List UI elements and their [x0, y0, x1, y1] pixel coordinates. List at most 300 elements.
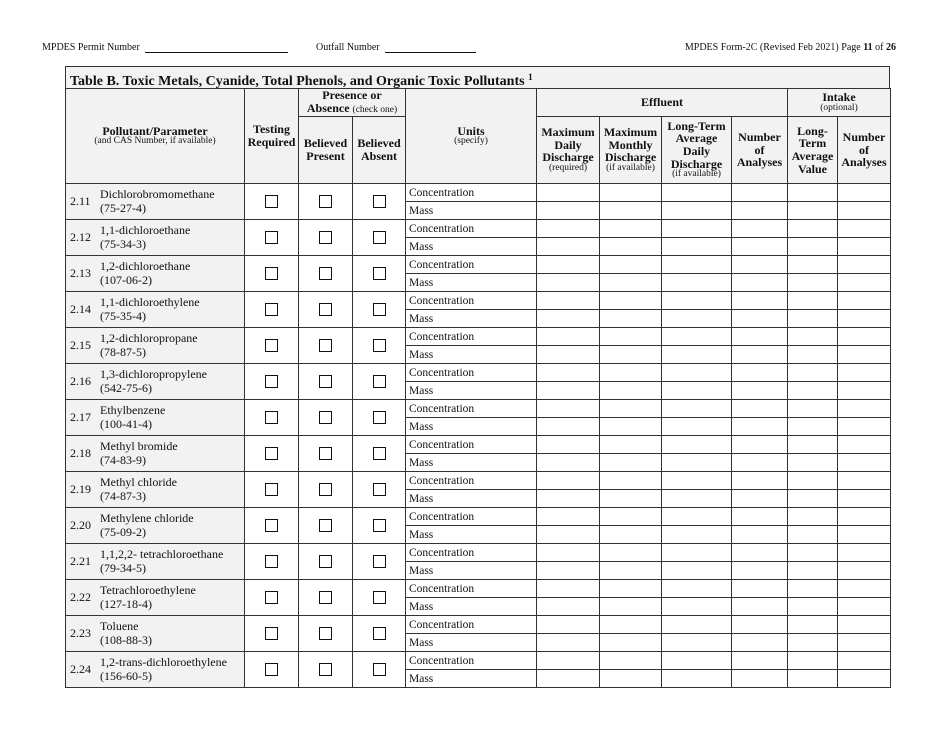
believed-absent-cell — [353, 508, 406, 544]
pollutant-name: Toluene — [100, 618, 139, 633]
believed-absent-cell — [353, 256, 406, 292]
intake-long-term-input[interactable] — [788, 274, 838, 292]
testing-required-cell — [245, 220, 299, 256]
units-cell[interactable]: Mass — [406, 562, 537, 580]
testing-required-checkbox[interactable] — [265, 231, 278, 244]
intake-num-analyses-input[interactable] — [838, 472, 891, 490]
pollutant-name: Methyl chloride — [100, 474, 177, 489]
units-cell[interactable]: Concentration — [406, 616, 537, 634]
pollutant-name: 1,2-dichloropropane — [100, 330, 198, 345]
believed-present-checkbox[interactable] — [319, 591, 332, 604]
permit-number-field — [42, 42, 288, 53]
intake-num-analyses-input[interactable] — [838, 670, 891, 688]
intake-long-term-input[interactable] — [788, 580, 838, 598]
long-term-input[interactable] — [662, 508, 732, 526]
believed-present-checkbox[interactable] — [319, 375, 332, 388]
intake-num-analyses-input[interactable] — [838, 652, 891, 670]
intake-long-term-input[interactable] — [788, 670, 838, 688]
pollutant-number: 2.18 — [70, 446, 91, 460]
num-analyses-input[interactable] — [732, 544, 788, 562]
believed-present-checkbox[interactable] — [319, 555, 332, 568]
num-analyses-input[interactable] — [732, 292, 788, 310]
long-term-input[interactable] — [662, 670, 732, 688]
num-analyses-input[interactable] — [732, 454, 788, 472]
max-monthly-input[interactable] — [600, 472, 662, 490]
long-term-input[interactable] — [662, 454, 732, 472]
believed-absent-checkbox[interactable] — [373, 195, 386, 208]
intake-num-analyses-input[interactable] — [838, 274, 891, 292]
max-daily-input[interactable] — [537, 598, 600, 616]
believed-absent-checkbox[interactable] — [373, 663, 386, 676]
long-term-input[interactable] — [662, 238, 732, 256]
max-monthly-input[interactable] — [600, 598, 662, 616]
max-monthly-input[interactable] — [600, 292, 662, 310]
believed-absent-checkbox[interactable] — [373, 555, 386, 568]
num-analyses-input[interactable] — [732, 472, 788, 490]
max-daily-input[interactable] — [537, 580, 600, 598]
num-analyses-input[interactable] — [732, 652, 788, 670]
num-analyses-input[interactable] — [732, 220, 788, 238]
max-monthly-input[interactable] — [600, 670, 662, 688]
num-analyses-input[interactable] — [732, 562, 788, 580]
intake-long-term-input[interactable] — [788, 472, 838, 490]
max-daily-input[interactable] — [537, 346, 600, 364]
num-analyses-input[interactable] — [732, 382, 788, 400]
believed-present-cell — [299, 400, 353, 436]
believed-present-cell — [299, 184, 353, 220]
units-cell[interactable]: Concentration — [406, 292, 537, 310]
num-analyses-input[interactable] — [732, 364, 788, 382]
max-daily-input[interactable] — [537, 670, 600, 688]
intake-long-term-input[interactable] — [788, 238, 838, 256]
max-daily-input[interactable] — [537, 364, 600, 382]
testing-required-checkbox[interactable] — [265, 411, 278, 424]
believed-present-checkbox[interactable] — [319, 231, 332, 244]
long-term-input[interactable] — [662, 400, 732, 418]
num-analyses-input[interactable] — [732, 598, 788, 616]
table-row — [66, 256, 891, 274]
intake-long-term-input[interactable] — [788, 526, 838, 544]
pollutant-cell — [66, 652, 245, 688]
intake-num-analyses-input[interactable] — [838, 292, 891, 310]
num-analyses-input[interactable] — [732, 346, 788, 364]
max-monthly-input[interactable] — [600, 526, 662, 544]
intake-num-analyses-input[interactable] — [838, 202, 891, 220]
intake-long-term-input[interactable] — [788, 652, 838, 670]
believed-absent-checkbox[interactable] — [373, 267, 386, 280]
intake-long-term-input[interactable] — [788, 598, 838, 616]
units-cell[interactable]: Mass — [406, 310, 537, 328]
believed-present-checkbox[interactable] — [319, 663, 332, 676]
num-analyses-input[interactable] — [732, 400, 788, 418]
max-daily-input[interactable] — [537, 616, 600, 634]
max-monthly-input[interactable] — [600, 616, 662, 634]
believed-present-checkbox[interactable] — [319, 483, 332, 496]
max-daily-input[interactable] — [537, 490, 600, 508]
long-term-input[interactable] — [662, 256, 732, 274]
units-cell[interactable]: Mass — [406, 238, 537, 256]
believed-present-cell — [299, 580, 353, 616]
intake-num-analyses-input[interactable] — [838, 220, 891, 238]
believed-absent-checkbox[interactable] — [373, 627, 386, 640]
intake-long-term-input[interactable] — [788, 202, 838, 220]
permit-number-label: MPDES Permit Number — [42, 42, 140, 53]
believed-present-checkbox[interactable] — [319, 195, 332, 208]
intake-long-term-input[interactable] — [788, 184, 838, 202]
believed-absent-checkbox[interactable] — [373, 447, 386, 460]
pollutant-name: 1,2-dichloroethane — [100, 258, 191, 273]
testing-required-checkbox[interactable] — [265, 483, 278, 496]
units-cell[interactable]: Mass — [406, 526, 537, 544]
max-daily-input[interactable] — [537, 472, 600, 490]
testing-required-checkbox[interactable] — [265, 663, 278, 676]
testing-required-checkbox[interactable] — [265, 303, 278, 316]
max-daily-input[interactable] — [537, 256, 600, 274]
permit-number-line[interactable] — [145, 42, 288, 53]
col-intake-long-term: Long-Term Average Value — [788, 117, 838, 184]
pollutant-cas: (542-75-6) — [100, 380, 152, 395]
max-daily-input[interactable] — [537, 418, 600, 436]
max-daily-input[interactable] — [537, 292, 600, 310]
col-long-term-label: Long-Term Average Daily Discharge — [667, 118, 726, 171]
units-cell[interactable]: Mass — [406, 382, 537, 400]
believed-present-cell — [299, 292, 353, 328]
intake-num-analyses-input[interactable] — [838, 256, 891, 274]
pollutant-cell — [66, 328, 245, 364]
believed-present-checkbox[interactable] — [319, 627, 332, 640]
pollutant-number: 2.21 — [70, 554, 91, 568]
intake-long-term-input[interactable] — [788, 490, 838, 508]
testing-required-cell — [245, 328, 299, 364]
max-monthly-input[interactable] — [600, 202, 662, 220]
max-monthly-input[interactable] — [600, 220, 662, 238]
max-monthly-input[interactable] — [600, 544, 662, 562]
max-monthly-input[interactable] — [600, 256, 662, 274]
believed-absent-checkbox[interactable] — [373, 519, 386, 532]
intake-long-term-input[interactable] — [788, 436, 838, 454]
num-analyses-input[interactable] — [732, 508, 788, 526]
intake-long-term-input[interactable] — [788, 346, 838, 364]
long-term-input[interactable] — [662, 382, 732, 400]
intake-num-analyses-input[interactable] — [838, 346, 891, 364]
intake-num-analyses-input[interactable] — [838, 364, 891, 382]
testing-required-checkbox[interactable] — [265, 591, 278, 604]
intake-num-analyses-input[interactable] — [838, 400, 891, 418]
believed-present-checkbox[interactable] — [319, 447, 332, 460]
long-term-input[interactable] — [662, 184, 732, 202]
max-monthly-input[interactable] — [600, 418, 662, 436]
long-term-input[interactable] — [662, 652, 732, 670]
units-cell[interactable]: Mass — [406, 274, 537, 292]
long-term-input[interactable] — [662, 616, 732, 634]
max-monthly-input[interactable] — [600, 508, 662, 526]
believed-absent-checkbox[interactable] — [373, 483, 386, 496]
intake-num-analyses-input[interactable] — [838, 436, 891, 454]
num-analyses-input[interactable] — [732, 328, 788, 346]
units-cell[interactable]: Mass — [406, 634, 537, 652]
pollutant-cas: (156-60-5) — [100, 668, 152, 683]
intake-num-analyses-input[interactable] — [838, 580, 891, 598]
num-analyses-input[interactable] — [732, 616, 788, 634]
max-monthly-input[interactable] — [600, 184, 662, 202]
long-term-input[interactable] — [662, 562, 732, 580]
believed-present-cell — [299, 544, 353, 580]
max-daily-input[interactable] — [537, 562, 600, 580]
table-body — [66, 184, 891, 688]
units-cell[interactable]: Concentration — [406, 328, 537, 346]
testing-required-checkbox[interactable] — [265, 555, 278, 568]
units-cell[interactable]: Concentration — [406, 508, 537, 526]
intake-long-term-input[interactable] — [788, 256, 838, 274]
intake-long-term-input[interactable] — [788, 382, 838, 400]
col-pollutant — [66, 89, 245, 184]
max-monthly-input[interactable] — [600, 310, 662, 328]
long-term-input[interactable] — [662, 202, 732, 220]
units-cell[interactable]: Concentration — [406, 544, 537, 562]
col-max-daily-label: Maximum Daily Discharge — [541, 125, 595, 165]
long-term-input[interactable] — [662, 220, 732, 238]
intake-long-term-input[interactable] — [788, 454, 838, 472]
max-daily-input[interactable] — [537, 202, 600, 220]
pollutant-number: 2.19 — [70, 482, 91, 496]
units-cell[interactable]: Concentration — [406, 580, 537, 598]
table-row — [66, 184, 891, 202]
max-monthly-input[interactable] — [600, 274, 662, 292]
pollutant-number: 2.24 — [70, 662, 91, 676]
max-daily-input[interactable] — [537, 238, 600, 256]
units-cell[interactable]: Concentration — [406, 436, 537, 454]
page-current: 11 — [863, 42, 873, 53]
units-cell[interactable]: Concentration — [406, 184, 537, 202]
intake-num-analyses-input[interactable] — [838, 418, 891, 436]
intake-long-term-input[interactable] — [788, 508, 838, 526]
pollutant-cell — [66, 580, 245, 616]
max-daily-input[interactable] — [537, 508, 600, 526]
pollutant-number: 2.22 — [70, 590, 91, 604]
units-cell[interactable]: Mass — [406, 490, 537, 508]
num-analyses-input[interactable] — [732, 310, 788, 328]
num-analyses-input[interactable] — [732, 202, 788, 220]
units-cell[interactable]: Concentration — [406, 652, 537, 670]
testing-required-checkbox[interactable] — [265, 627, 278, 640]
col-max-monthly — [600, 117, 662, 184]
max-monthly-input[interactable] — [600, 328, 662, 346]
intake-long-term-input[interactable] — [788, 292, 838, 310]
testing-required-cell — [245, 580, 299, 616]
max-daily-input[interactable] — [537, 652, 600, 670]
max-daily-input[interactable] — [537, 274, 600, 292]
intake-num-analyses-input[interactable] — [838, 328, 891, 346]
pollutant-cas: (75-27-4) — [100, 200, 146, 215]
believed-present-checkbox[interactable] — [319, 303, 332, 316]
max-daily-input[interactable] — [537, 436, 600, 454]
testing-required-checkbox[interactable] — [265, 267, 278, 280]
max-daily-input[interactable] — [537, 184, 600, 202]
testing-required-checkbox[interactable] — [265, 339, 278, 352]
col-max-daily-sub: (required) — [549, 162, 587, 173]
long-term-input[interactable] — [662, 292, 732, 310]
long-term-input[interactable] — [662, 544, 732, 562]
long-term-input[interactable] — [662, 634, 732, 652]
units-cell[interactable]: Concentration — [406, 472, 537, 490]
intake-long-term-input[interactable] — [788, 616, 838, 634]
believed-absent-checkbox[interactable] — [373, 339, 386, 352]
intake-num-analyses-input[interactable] — [838, 382, 891, 400]
believed-absent-checkbox[interactable] — [373, 303, 386, 316]
intake-num-analyses-input[interactable] — [838, 454, 891, 472]
max-daily-input[interactable] — [537, 310, 600, 328]
page-header — [42, 42, 896, 56]
col-long-term-sub: (if available) — [672, 169, 721, 180]
long-term-input[interactable] — [662, 328, 732, 346]
believed-present-checkbox[interactable] — [319, 339, 332, 352]
long-term-input[interactable] — [662, 364, 732, 382]
believed-present-checkbox[interactable] — [319, 519, 332, 532]
units-cell[interactable]: Mass — [406, 454, 537, 472]
max-monthly-input[interactable] — [600, 436, 662, 454]
max-monthly-input[interactable] — [600, 400, 662, 418]
testing-required-cell — [245, 508, 299, 544]
long-term-input[interactable] — [662, 526, 732, 544]
max-daily-input[interactable] — [537, 454, 600, 472]
col-units-sub: (specify) — [454, 136, 488, 147]
max-monthly-input[interactable] — [600, 580, 662, 598]
pollutant-cell — [66, 616, 245, 652]
pollutant-name: Tetrachloroethylene — [100, 582, 196, 597]
believed-present-checkbox[interactable] — [319, 267, 332, 280]
units-cell[interactable]: Concentration — [406, 400, 537, 418]
intake-long-term-input[interactable] — [788, 220, 838, 238]
units-cell[interactable]: Concentration — [406, 256, 537, 274]
long-term-input[interactable] — [662, 418, 732, 436]
intake-num-analyses-input[interactable] — [838, 634, 891, 652]
units-cell[interactable]: Mass — [406, 670, 537, 688]
testing-required-checkbox[interactable] — [265, 195, 278, 208]
units-cell[interactable]: Mass — [406, 418, 537, 436]
num-analyses-input[interactable] — [732, 274, 788, 292]
page-of: of — [875, 42, 884, 53]
col-intake-label: Intake — [822, 90, 856, 105]
intake-long-term-input[interactable] — [788, 562, 838, 580]
believed-absent-checkbox[interactable] — [373, 375, 386, 388]
max-monthly-input[interactable] — [600, 238, 662, 256]
long-term-input[interactable] — [662, 490, 732, 508]
max-monthly-input[interactable] — [600, 454, 662, 472]
num-analyses-input[interactable] — [732, 436, 788, 454]
table-row — [66, 472, 891, 490]
long-term-input[interactable] — [662, 436, 732, 454]
testing-required-checkbox[interactable] — [265, 519, 278, 532]
pollutant-name: 1,1,2,2- tetrachloroethane — [100, 546, 224, 561]
outfall-number-line[interactable] — [385, 42, 476, 53]
long-term-input[interactable] — [662, 598, 732, 616]
intake-long-term-input[interactable] — [788, 310, 838, 328]
max-daily-input[interactable] — [537, 382, 600, 400]
max-monthly-input[interactable] — [600, 490, 662, 508]
testing-required-cell — [245, 544, 299, 580]
max-monthly-input[interactable] — [600, 562, 662, 580]
intake-long-term-input[interactable] — [788, 634, 838, 652]
num-analyses-input[interactable] — [732, 580, 788, 598]
believed-present-cell — [299, 616, 353, 652]
intake-num-analyses-input[interactable] — [838, 526, 891, 544]
max-daily-input[interactable] — [537, 526, 600, 544]
long-term-input[interactable] — [662, 274, 732, 292]
num-analyses-input[interactable] — [732, 670, 788, 688]
num-analyses-input[interactable] — [732, 418, 788, 436]
col-long-term — [662, 117, 732, 184]
pollutant-number: 2.15 — [70, 338, 91, 352]
testing-required-checkbox[interactable] — [265, 375, 278, 388]
num-analyses-input[interactable] — [732, 184, 788, 202]
intake-num-analyses-input[interactable] — [838, 184, 891, 202]
num-analyses-input[interactable] — [732, 490, 788, 508]
believed-absent-cell — [353, 544, 406, 580]
intake-num-analyses-input[interactable] — [838, 544, 891, 562]
intake-num-analyses-input[interactable] — [838, 238, 891, 256]
num-analyses-input[interactable] — [732, 256, 788, 274]
believed-absent-checkbox[interactable] — [373, 591, 386, 604]
intake-num-analyses-input[interactable] — [838, 508, 891, 526]
long-term-input[interactable] — [662, 472, 732, 490]
max-monthly-input[interactable] — [600, 652, 662, 670]
intake-long-term-input[interactable] — [788, 328, 838, 346]
believed-present-checkbox[interactable] — [319, 411, 332, 424]
believed-absent-checkbox[interactable] — [373, 411, 386, 424]
units-cell[interactable]: Mass — [406, 346, 537, 364]
max-daily-input[interactable] — [537, 328, 600, 346]
units-cell[interactable]: Concentration — [406, 220, 537, 238]
form-name: MPDES Form-2C (Revised Feb 2021) Page — [684, 42, 861, 53]
units-cell[interactable]: Mass — [406, 598, 537, 616]
intake-num-analyses-input[interactable] — [838, 310, 891, 328]
max-monthly-input[interactable] — [600, 346, 662, 364]
intake-long-term-input[interactable] — [788, 544, 838, 562]
long-term-input[interactable] — [662, 310, 732, 328]
max-daily-input[interactable] — [537, 400, 600, 418]
num-analyses-input[interactable] — [732, 238, 788, 256]
table-row — [66, 616, 891, 634]
table-row — [66, 292, 891, 310]
long-term-input[interactable] — [662, 346, 732, 364]
intake-num-analyses-input[interactable] — [838, 562, 891, 580]
testing-required-cell — [245, 436, 299, 472]
believed-absent-checkbox[interactable] — [373, 231, 386, 244]
max-monthly-input[interactable] — [600, 382, 662, 400]
max-daily-input[interactable] — [537, 220, 600, 238]
intake-long-term-input[interactable] — [788, 418, 838, 436]
max-daily-input[interactable] — [537, 544, 600, 562]
max-monthly-input[interactable] — [600, 634, 662, 652]
pollutant-cas: (74-87-3) — [100, 488, 146, 503]
pollutant-name: Dichlorobromomethane — [100, 186, 215, 201]
testing-required-checkbox[interactable] — [265, 447, 278, 460]
max-monthly-input[interactable] — [600, 364, 662, 382]
units-cell[interactable]: Mass — [406, 202, 537, 220]
num-analyses-input[interactable] — [732, 634, 788, 652]
pollutant-number: 2.20 — [70, 518, 91, 532]
long-term-input[interactable] — [662, 580, 732, 598]
intake-num-analyses-input[interactable] — [838, 490, 891, 508]
units-cell[interactable]: Concentration — [406, 364, 537, 382]
max-daily-input[interactable] — [537, 634, 600, 652]
intake-num-analyses-input[interactable] — [838, 598, 891, 616]
intake-long-term-input[interactable] — [788, 364, 838, 382]
believed-present-cell — [299, 652, 353, 688]
num-analyses-input[interactable] — [732, 526, 788, 544]
intake-num-analyses-input[interactable] — [838, 616, 891, 634]
intake-long-term-input[interactable] — [788, 400, 838, 418]
